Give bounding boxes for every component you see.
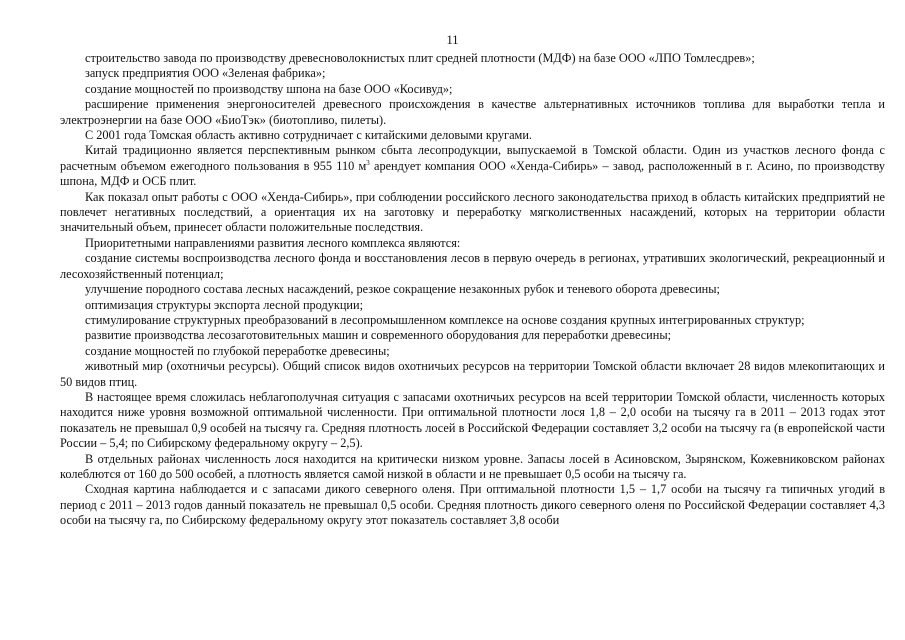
paragraph-structural-transformation: стимулирование структурных преобразований в лесопромышленном комплексе на основе создания крупных интегрированных структур; xyxy=(85,312,805,327)
paragraph-china-market xyxy=(60,143,885,189)
paragraph-species-composition: улучшение породного состава лесных насаждений, резкое сокращение незаконных рубок и теневого оборота древесины; xyxy=(85,282,720,297)
paragraph-green-factory: запуск предприятия ООО «Зеленая фабрика»; xyxy=(85,66,326,81)
paragraph-reindeer: Сходная картина наблюдается и с запасами дикого северного оленя. При оптимальной плотности 1,5 – 1,7 особи на тысячу га типичных угодий в период с 2011 – 2013 годов данный показатель не превышал 0,5 особи. Средняя плотность дикого северного оленя по Российской Федерации составляет 4,3 особи на тысячу га, по Сибирскому федеральному округу этот показатель составляет 3,8 особи xyxy=(60,482,885,528)
china-market-text-before: Китай традиционно является перспективным рынком сбыта лесопродукции, выпускаемой в Томской области. Один из участков лесного фонда с расчетным объемом ежегодного пользования в 955 110 м xyxy=(60,143,885,173)
paragraph-kosivud-veneer: создание мощностей по производству шпона на базе ООО «Косивуд»; xyxy=(85,81,453,96)
paragraph-deep-processing: создание мощностей по глубокой переработке древесины; xyxy=(85,343,390,358)
page-number: 11 xyxy=(446,33,459,47)
paragraph-export-structure: оптимизация структуры экспорта лесной продукции; xyxy=(85,297,364,312)
paragraph-reproduction-system: создание системы воспроизводства лесного фонда и восстановления лесов в первую очередь в регионах, утративших экологический, рекреационный и лесохозяйственный потенциал; xyxy=(60,251,885,281)
paragraph-moose-districts: В отдельных районах численность лося находится на критически низком уровне. Запасы лосей в Асиновском, Зырянском, Кожевниковском районах колеблются от 160 до 500 особей, а плотность является самой низкой в области и не превышает 0,5 особи на тысячу га. xyxy=(60,451,885,481)
paragraph-henda-experience: Как показал опыт работы с ООО «Хенда-Сибирь», при соблюдении российского лесного законодательства приход в область китайских предприятий не повлечет негативных последствий, а ориентация их на заготовку и переработку мягколиственных насаждений, которых на территории области значительный объем, принесет области положительные последствия. xyxy=(60,189,885,235)
paragraph-priorities-intro: Приоритетными направлениями развития лесного комплекса являются: xyxy=(85,235,461,250)
paragraph-biotek-energy: расширение применения энергоносителей древесного происхождения в качестве альтернативных источников топлива для выработки тепла и электроэнергии на базе ООО «БиоТэк» (биотопливо, пилеты). xyxy=(60,97,885,127)
document-body xyxy=(60,51,885,529)
paragraph-china-cooperation: С 2001 года Томская область активно сотрудничает с китайскими деловыми кругами. xyxy=(85,128,532,143)
paragraph-mdf-plant: строительство завода по производству древесноволокнистых плит средней плотности (МДФ) на базе ООО «ЛПО Томлесдрев»; xyxy=(85,51,755,65)
china-market-text-after: арендует компания ООО «Хенда-Сибирь» – завод, расположенный в г. Асино, по производству шпона, МДФ и ОСБ плит. xyxy=(60,158,885,189)
paragraph-wildlife: животный мир (охотничьи ресурсы). Общий список видов охотничьих ресурсов на территории Томской области включает 28 видов млекопитающих и 50 видов птиц. xyxy=(60,359,885,389)
paragraph-logging-machinery: развитие производства лесозаготовительных машин и современного оборудования для переработки древесины; xyxy=(85,328,672,343)
paragraph-hunting-resources: В настоящее время сложилась неблагополучная ситуация с запасами охотничьих ресурсов на всей территории Томской области, численность которых находится ниже уровня возможной оптимальной численности. При оптимальной плотности лося 1,8 – 2,0 особи на тысячу га в 2011 – 2013 годах этот показатель не превышал 0,9 особей на тысячу га. Средняя плотность лосей в Российской Федерации составляет 3,2 особи на тысячу га (в европейской части России – 5,4; по Сибирскому федеральному округу – 2,5). xyxy=(60,389,885,451)
cubic-meter-superscript: 3 xyxy=(366,158,370,167)
